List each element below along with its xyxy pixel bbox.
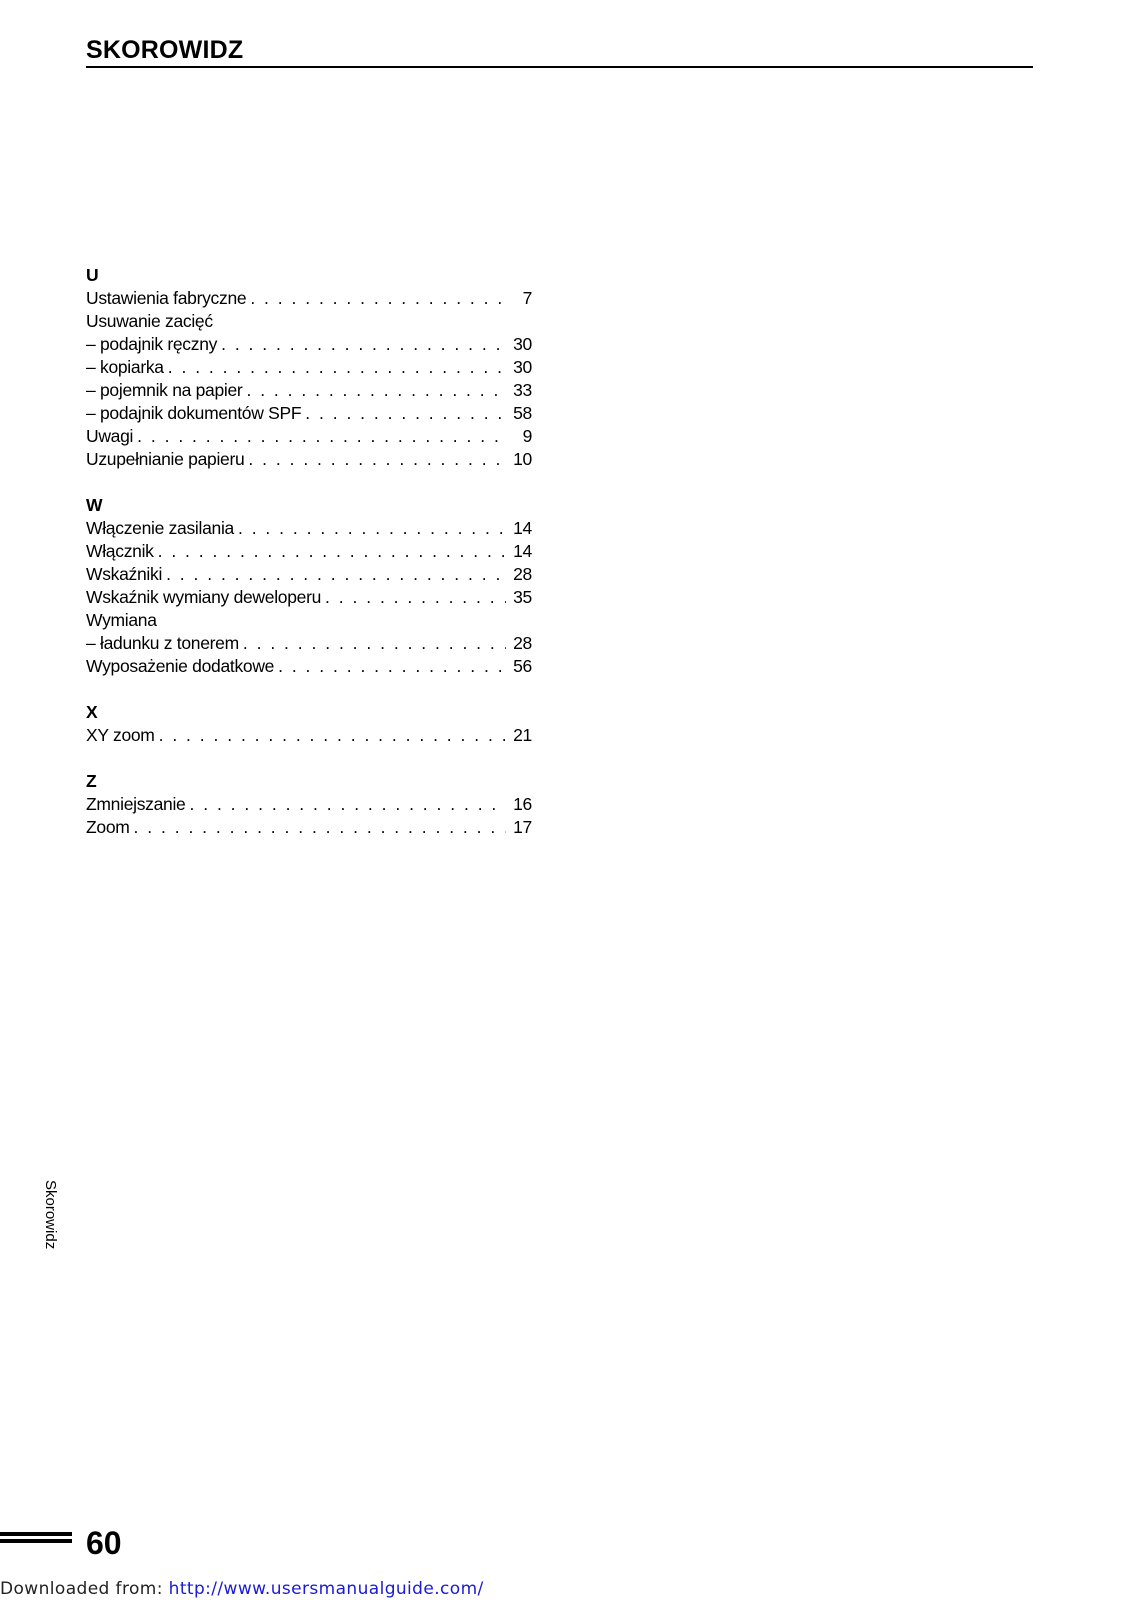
- entry-label: Uwagi: [86, 426, 134, 446]
- index-entry: [86, 793, 532, 816]
- index-entry: [86, 563, 532, 586]
- index-list: [86, 264, 532, 862]
- leader-dots: [190, 793, 507, 816]
- entry-page: 16: [513, 794, 532, 814]
- leader-dots: [243, 632, 506, 655]
- footer-prefix: Downloaded from:: [0, 1579, 169, 1599]
- leader-dots: [166, 563, 506, 586]
- bar-decoration: [0, 1532, 72, 1536]
- index-entry: [86, 287, 532, 310]
- entry-label: Ustawienia fabryczne: [86, 288, 247, 308]
- entry-label: Zmniejszanie: [86, 794, 186, 814]
- entry-page: 30: [513, 357, 532, 377]
- index-section-w: [86, 494, 532, 678]
- section-letter: Z: [86, 771, 97, 791]
- entry-label: Wskaźnik wymiany deweloperu: [86, 587, 322, 607]
- index-entry: [86, 448, 532, 471]
- side-label: Skorowidz: [42, 1180, 59, 1250]
- leader-dots: [278, 655, 506, 678]
- leader-dots: [248, 448, 506, 471]
- entry-label: Włączenie zasilania: [86, 518, 234, 538]
- entry-page: 58: [513, 403, 532, 423]
- index-entry: [86, 632, 532, 655]
- index-entry: [86, 356, 532, 379]
- entry-page: 21: [513, 725, 532, 745]
- entry-page: 7: [522, 288, 532, 308]
- index-entry: [86, 586, 532, 609]
- index-entry: [86, 310, 532, 333]
- entry-label: – podajnik ręczny: [86, 334, 218, 354]
- entry-label: Włącznik: [86, 541, 154, 561]
- page-title: SKOROWIDZ: [86, 36, 244, 64]
- leader-dots: [238, 517, 506, 540]
- leader-dots: [305, 402, 506, 425]
- page-header: [86, 36, 1033, 68]
- leader-dots: [325, 586, 506, 609]
- index-section-z: [86, 770, 532, 839]
- entry-page: 28: [513, 633, 532, 653]
- entry-page: 28: [513, 564, 532, 584]
- entry-label: Uzupełnianie papieru: [86, 449, 245, 469]
- entry-label: Zoom: [86, 817, 130, 837]
- entry-page: 35: [513, 587, 532, 607]
- entry-label: Wyposażenie dodatkowe: [86, 656, 275, 676]
- entry-page: 9: [522, 426, 532, 446]
- entry-label: – podajnik dokumentów SPF: [86, 403, 302, 423]
- index-entry: [86, 540, 532, 563]
- leader-dots: [168, 356, 506, 379]
- entry-page: 10: [513, 449, 532, 469]
- entry-label: – kopiarka: [86, 357, 164, 377]
- entry-label: Wymiana: [86, 610, 157, 630]
- index-entry: [86, 425, 532, 448]
- index-entry: [86, 333, 532, 356]
- entry-page: 56: [513, 656, 532, 676]
- leader-dots: [250, 287, 506, 310]
- page-number: 60: [86, 1525, 122, 1561]
- index-entry: [86, 379, 532, 402]
- leader-dots: [137, 425, 506, 448]
- section-letter: U: [86, 265, 99, 285]
- entry-label: Usuwanie zacięć: [86, 311, 213, 331]
- index-entry: [86, 402, 532, 425]
- leader-dots: [221, 333, 506, 356]
- index-entry: [86, 655, 532, 678]
- section-letter: X: [86, 702, 98, 722]
- entry-page: 14: [513, 541, 532, 561]
- entry-page: 30: [513, 334, 532, 354]
- index-entry: [86, 724, 532, 747]
- entry-label: – ładunku z tonerem: [86, 633, 239, 653]
- index-entry: [86, 517, 532, 540]
- entry-page: 17: [513, 817, 532, 837]
- index-entry: [86, 816, 532, 839]
- index-section-u: [86, 264, 532, 471]
- entry-label: – pojemnik na papier: [86, 380, 243, 400]
- footer: [0, 1578, 484, 1600]
- entry-page: 33: [513, 380, 532, 400]
- page-number-bars: [0, 1532, 72, 1550]
- bar-decoration: [0, 1539, 72, 1543]
- footer-link[interactable]: http://www.usersmanualguide.com/: [168, 1579, 484, 1599]
- entry-label: Wskaźniki: [86, 564, 163, 584]
- leader-dots: [159, 724, 506, 747]
- leader-dots: [134, 816, 506, 839]
- index-section-x: [86, 701, 532, 747]
- leader-dots: [246, 379, 506, 402]
- index-entry: [86, 609, 532, 632]
- entry-label: XY zoom: [86, 725, 155, 745]
- entry-page: 14: [513, 518, 532, 538]
- leader-dots: [158, 540, 506, 563]
- section-letter: W: [86, 495, 103, 515]
